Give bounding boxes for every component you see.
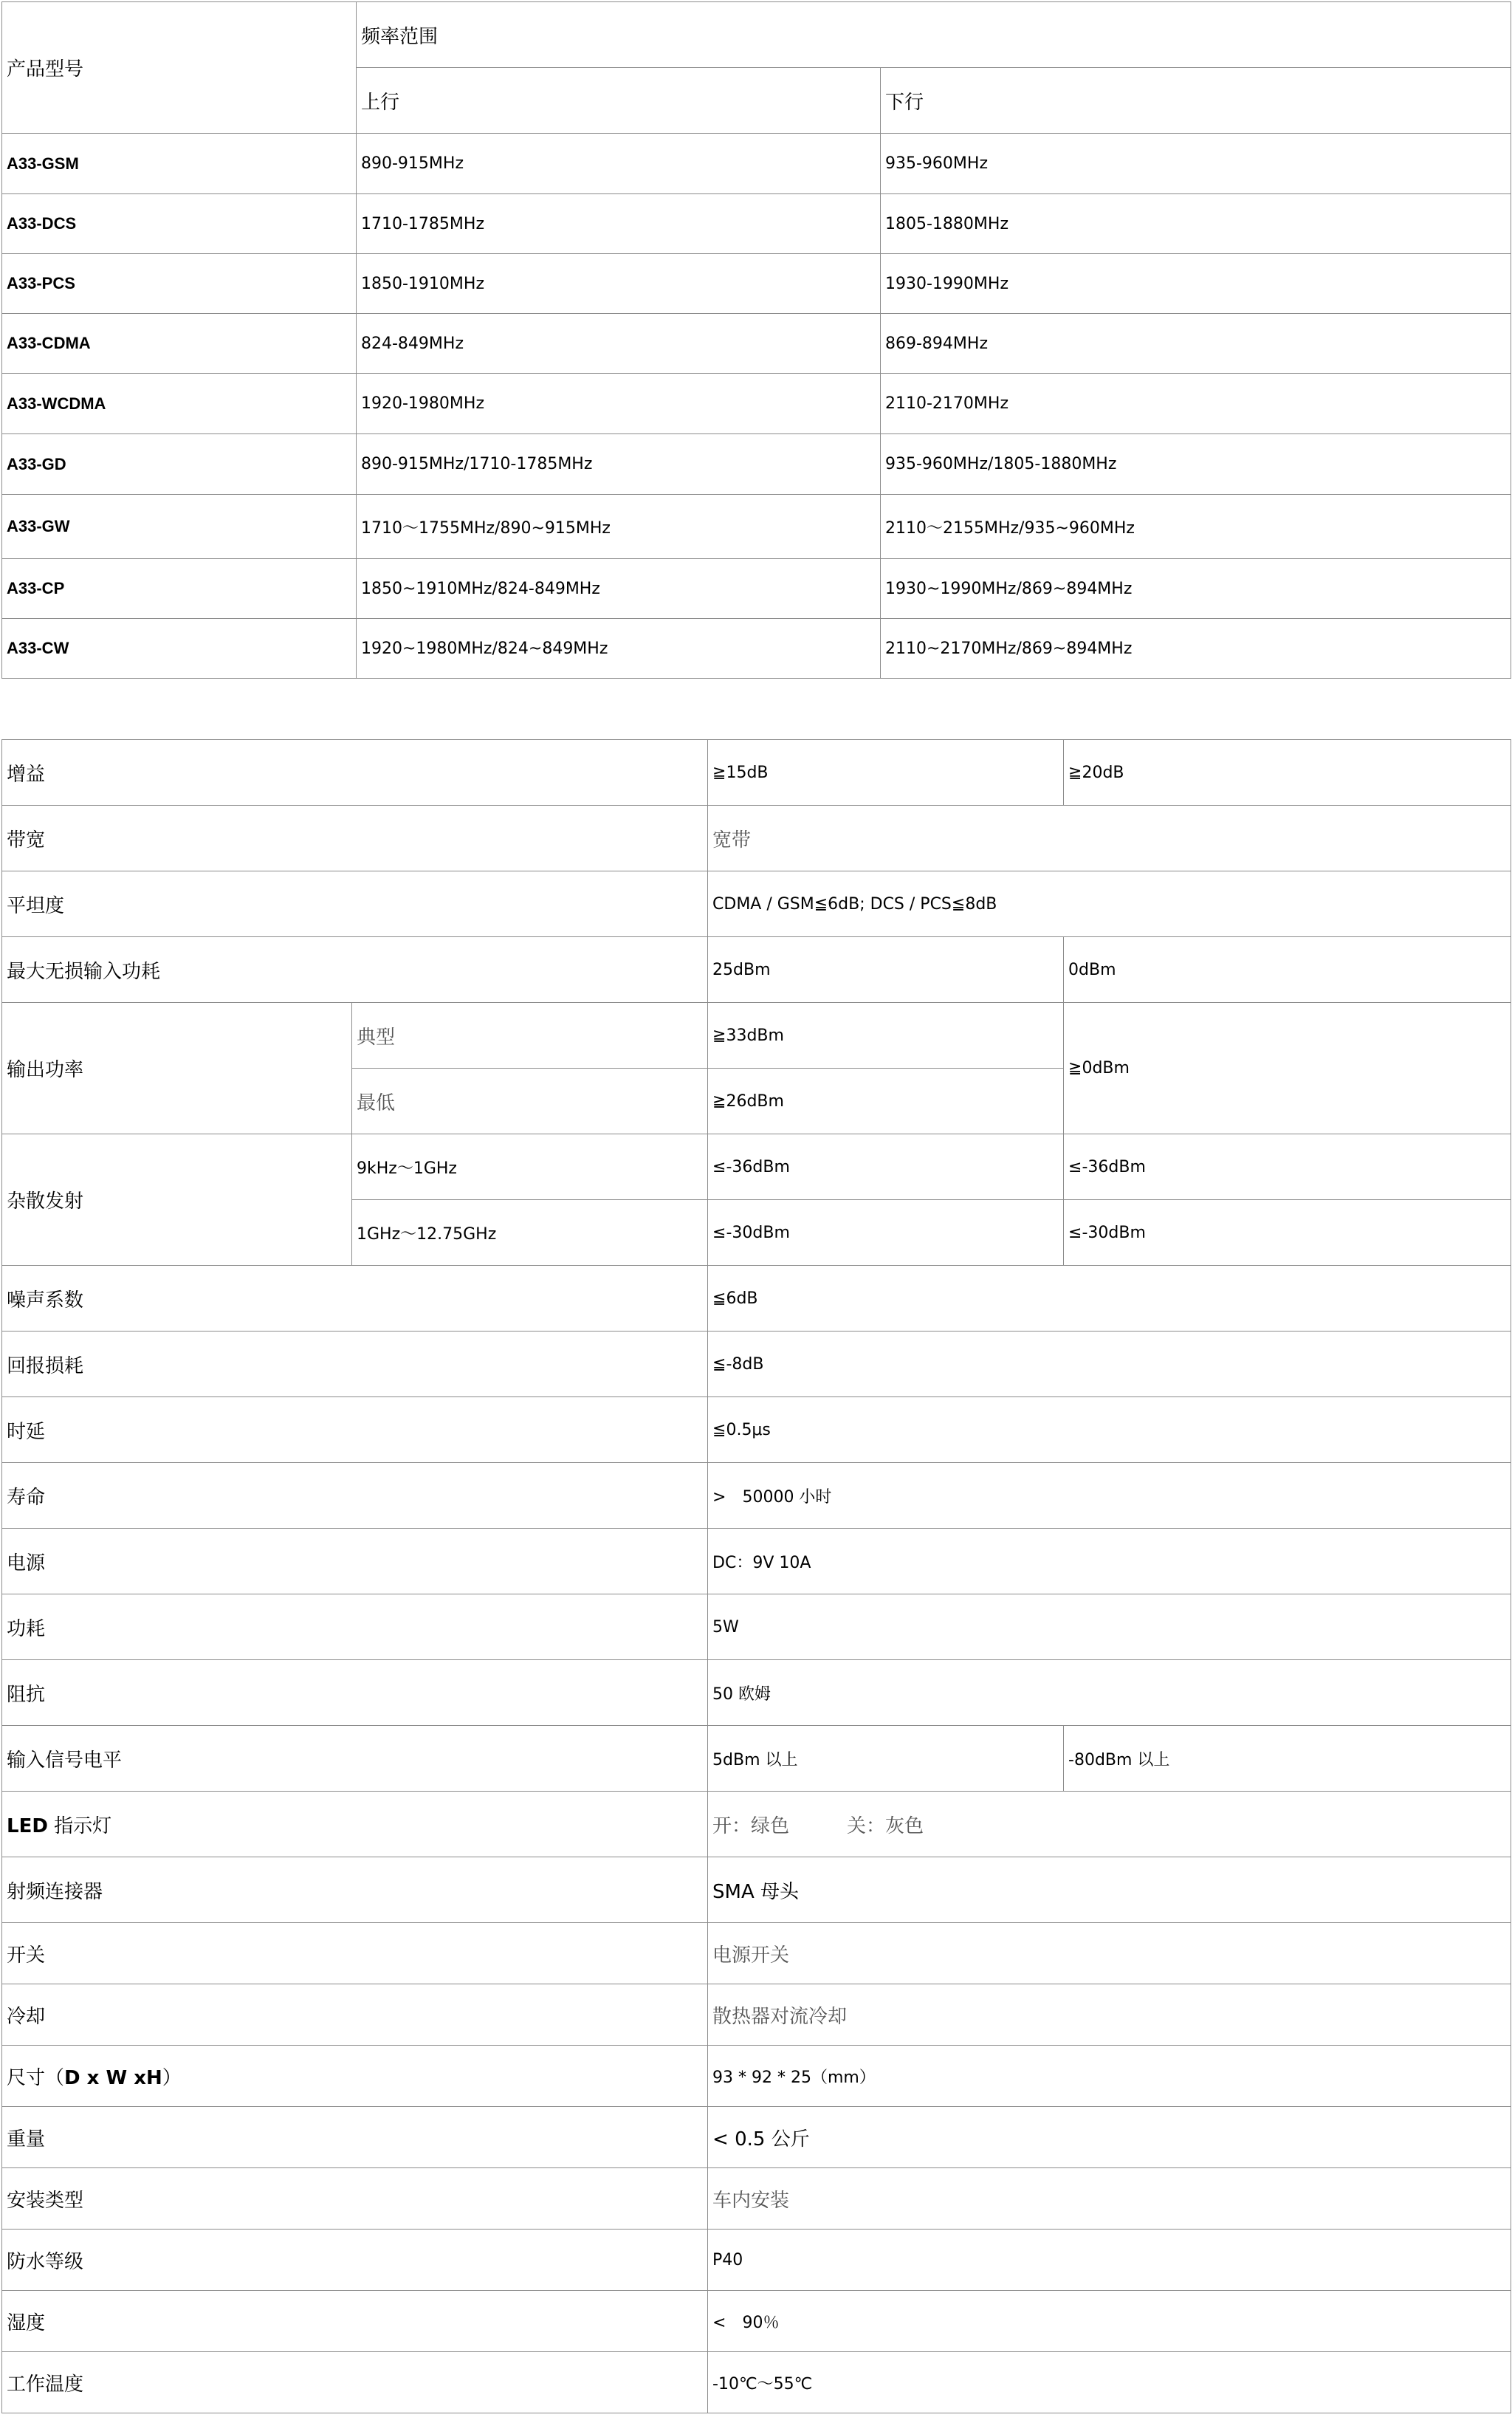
spec-row-cooling	[2, 1984, 1511, 2046]
spec-row-weight	[2, 2107, 1511, 2168]
uplink-cell: 1850-1910MHz	[357, 254, 881, 314]
downlink-cell: 935-960MHz	[881, 134, 1511, 194]
spec-sublabel: 1GHz～12.75GHz	[352, 1200, 708, 1266]
spec-value: -80dBm 以上	[1064, 1726, 1511, 1792]
spec-label-bold: LED	[7, 1814, 48, 1837]
spec-label: 工作温度	[2, 2352, 708, 2413]
header-uplink: 上行	[357, 68, 881, 134]
uplink-cell: 1920~1980MHz/824~849MHz	[357, 619, 881, 679]
spec-row-humidity	[2, 2291, 1511, 2352]
header-product-model: 产品型号	[2, 2, 357, 134]
spec-value: 散热器对流冷却	[708, 1984, 1511, 2046]
spec-row-flatness	[2, 871, 1511, 937]
spec-value: < 90％	[708, 2291, 1511, 2352]
spec-row-input-level	[2, 1726, 1511, 1792]
spec-label	[2, 2046, 708, 2107]
spec-label-part: ）	[162, 2066, 182, 2089]
downlink-cell: 1930-1990MHz	[881, 254, 1511, 314]
uplink-cell: 824-849MHz	[357, 314, 881, 374]
table-row	[2, 314, 1511, 374]
uplink-cell: 1850~1910MHz/824-849MHz	[357, 559, 881, 619]
spec-value: ≧20dB	[1064, 740, 1511, 806]
spec-label: 杂散发射	[2, 1134, 352, 1266]
spec-label: 输出功率	[2, 1003, 352, 1134]
uplink-cell: 1920-1980MHz	[357, 374, 881, 434]
uplink-cell: 1710～1755MHz/890~915MHz	[357, 495, 881, 559]
spec-value: DC：9V 10A	[708, 1529, 1511, 1594]
model-cell: A33-GD	[2, 434, 357, 495]
spec-value: 25dBm	[708, 937, 1064, 1003]
spec-label: 电源	[2, 1529, 708, 1594]
downlink-cell: 2110～2155MHz/935~960MHz	[881, 495, 1511, 559]
model-cell: A33-CDMA	[2, 314, 357, 374]
spec-row-install	[2, 2168, 1511, 2230]
spec-label: 阻抗	[2, 1660, 708, 1726]
spec-value: ≤-36dBm	[708, 1134, 1064, 1200]
model-cell: A33-PCS	[2, 254, 357, 314]
header-frequency-range: 频率范围	[357, 2, 1511, 68]
spec-value: 车内安装	[708, 2168, 1511, 2230]
spec-row-output-power	[2, 1003, 1511, 1069]
table-row	[2, 434, 1511, 495]
frequency-range-table	[1, 1, 1511, 679]
spec-sublabel: 9kHz～1GHz	[352, 1134, 708, 1200]
spec-label: 平坦度	[2, 871, 708, 937]
spec-row-power-consumption	[2, 1594, 1511, 1660]
spec-label: 防水等级	[2, 2230, 708, 2291]
spec-row-noise-figure	[2, 1266, 1511, 1332]
table-row	[2, 495, 1511, 559]
downlink-cell: 2110~2170MHz/869~894MHz	[881, 619, 1511, 679]
spec-value: SMA 母头	[708, 1857, 1511, 1923]
spec-value: P40	[708, 2230, 1511, 2291]
spec-label: 开关	[2, 1923, 708, 1984]
spec-row-led	[2, 1792, 1511, 1857]
spec-row-return-loss	[2, 1332, 1511, 1397]
spec-label: 寿命	[2, 1463, 708, 1529]
model-cell: A33-WCDMA	[2, 374, 357, 434]
spec-label: 回报损耗	[2, 1332, 708, 1397]
spec-value: < 0.5 公斤	[708, 2107, 1511, 2168]
spec-label: 输入信号电平	[2, 1726, 708, 1792]
spec-value: 开：绿色 关：灰色	[708, 1792, 1511, 1857]
spec-row-power-supply	[2, 1529, 1511, 1594]
uplink-cell: 890-915MHz	[357, 134, 881, 194]
downlink-cell: 1805-1880MHz	[881, 194, 1511, 254]
table-row	[2, 619, 1511, 679]
table-row	[2, 374, 1511, 434]
spec-value: ≦-8dB	[708, 1332, 1511, 1397]
spec-label: 重量	[2, 2107, 708, 2168]
spec-value: ≧26dBm	[708, 1069, 1064, 1134]
spec-label: 冷却	[2, 1984, 708, 2046]
spec-value: 50 欧姆	[708, 1660, 1511, 1726]
spec-row-impedance	[2, 1660, 1511, 1726]
table-row	[2, 254, 1511, 314]
downlink-cell: 869-894MHz	[881, 314, 1511, 374]
spec-label: 功耗	[2, 1594, 708, 1660]
spec-sublabel: 最低	[352, 1069, 708, 1134]
spec-label-part: 尺寸（	[7, 2066, 65, 2089]
specification-table	[1, 739, 1511, 2413]
table-row	[2, 559, 1511, 619]
downlink-cell: 1930~1990MHz/869~894MHz	[881, 559, 1511, 619]
model-cell: A33-CP	[2, 559, 357, 619]
spec-row-bandwidth	[2, 806, 1511, 871]
model-cell: A33-GSM	[2, 134, 357, 194]
spec-value: > 50000 小时	[708, 1463, 1511, 1529]
spec-label: 增益	[2, 740, 708, 806]
spec-value: CDMA / GSM≦6dB; DCS / PCS≦8dB	[708, 871, 1511, 937]
spec-label: 时延	[2, 1397, 708, 1463]
spec-label-bold: D x W xH	[64, 2066, 162, 2089]
header-downlink: 下行	[881, 68, 1511, 134]
spec-sublabel: 典型	[352, 1003, 708, 1069]
uplink-cell: 890-915MHz/1710-1785MHz	[357, 434, 881, 495]
spec-row-delay	[2, 1397, 1511, 1463]
downlink-cell: 935-960MHz/1805-1880MHz	[881, 434, 1511, 495]
spec-value: 5W	[708, 1594, 1511, 1660]
spec-label-rest: 指示灯	[47, 1814, 112, 1837]
spec-label: 噪声系数	[2, 1266, 708, 1332]
spec-value: 93 * 92 * 25（mm）	[708, 2046, 1511, 2107]
spec-value: 0dBm	[1064, 937, 1511, 1003]
spec-label	[2, 1792, 708, 1857]
spec-value: ≤-36dBm	[1064, 1134, 1511, 1200]
spec-value: ≦6dB	[708, 1266, 1511, 1332]
spec-row-switch	[2, 1923, 1511, 1984]
model-cell: A33-GW	[2, 495, 357, 559]
spec-value: ≤-30dBm	[708, 1200, 1064, 1266]
spec-value: ≤-30dBm	[1064, 1200, 1511, 1266]
model-cell: A33-CW	[2, 619, 357, 679]
spec-label: 射频连接器	[2, 1857, 708, 1923]
spec-row-gain	[2, 740, 1511, 806]
spec-label: 安装类型	[2, 2168, 708, 2230]
spec-value: ≧0dBm	[1064, 1003, 1511, 1134]
spec-label: 带宽	[2, 806, 708, 871]
spec-row-dimensions	[2, 2046, 1511, 2107]
spec-label: 湿度	[2, 2291, 708, 2352]
spec-row-rf-connector	[2, 1857, 1511, 1923]
spec-label: 最大无损输入功耗	[2, 937, 708, 1003]
spec-row-waterproof	[2, 2230, 1511, 2291]
table-row	[2, 134, 1511, 194]
spec-row-lifetime	[2, 1463, 1511, 1529]
spec-value: ≧33dBm	[708, 1003, 1064, 1069]
spec-row-max-input	[2, 937, 1511, 1003]
spec-value: -10℃～55℃	[708, 2352, 1511, 2413]
downlink-cell: 2110-2170MHz	[881, 374, 1511, 434]
table-row	[2, 194, 1511, 254]
uplink-cell: 1710-1785MHz	[357, 194, 881, 254]
spec-value: ≧15dB	[708, 740, 1064, 806]
model-cell: A33-DCS	[2, 194, 357, 254]
spec-value: 电源开关	[708, 1923, 1511, 1984]
spec-row-operating-temp	[2, 2352, 1511, 2413]
spec-value: 宽带	[708, 806, 1511, 871]
spec-row-spurious	[2, 1134, 1511, 1200]
spec-value: ≦0.5μs	[708, 1397, 1511, 1463]
spec-value: 5dBm 以上	[708, 1726, 1064, 1792]
